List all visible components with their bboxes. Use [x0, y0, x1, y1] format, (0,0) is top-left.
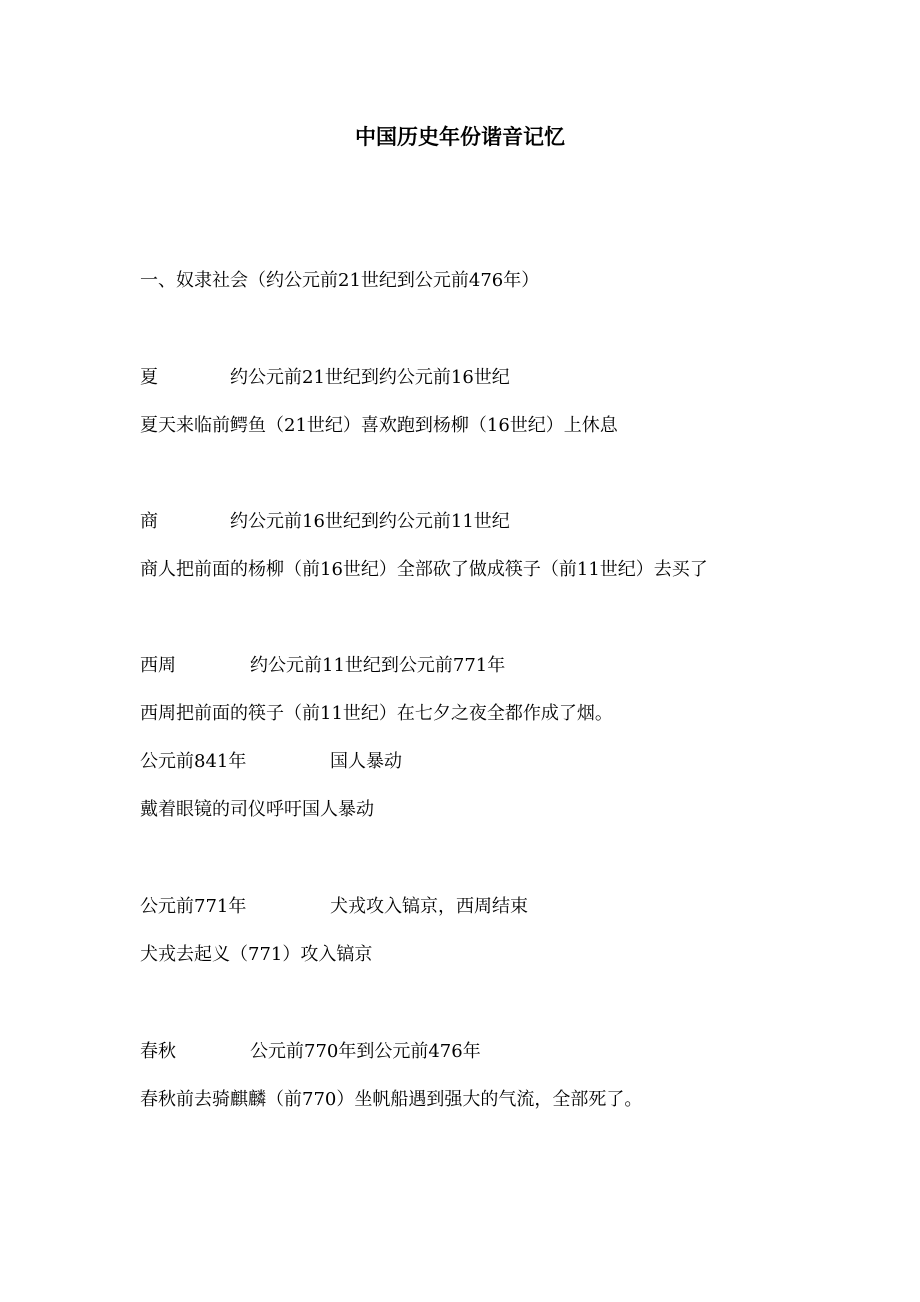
entry-period: 国人暴动 — [330, 751, 402, 772]
entry-period: 约公元前21世纪到约公元前16世纪 — [230, 367, 510, 388]
entry-mnemonic: 戴着眼镜的司仪呼吁国人暴动 — [140, 799, 374, 820]
entry-header-chunqiu — [140, 1039, 481, 1065]
entry-mnemonic: 商人把前面的杨柳（前16世纪）全部砍了做成筷子（前11世纪）去买了 — [140, 559, 708, 580]
entry-header-841 — [140, 749, 402, 775]
entry-name: 西周 — [140, 655, 176, 676]
entry-mnemonic: 西周把前面的筷子（前11世纪）在七夕之夜全都作成了烟。 — [140, 703, 613, 724]
entry-period: 约公元前11世纪到公元前771年 — [250, 655, 506, 676]
entry-period: 公元前770年到公元前476年 — [250, 1041, 481, 1062]
entry-header-shang — [140, 509, 510, 535]
entry-header-xia — [140, 365, 510, 391]
section-heading: 一、奴隶社会（约公元前21世纪到公元前476年） — [140, 270, 540, 291]
entry-name: 商 — [140, 511, 158, 532]
entry-header-771 — [140, 894, 528, 920]
entry-header-xizhou — [140, 653, 506, 679]
entry-name: 公元前771年 — [140, 896, 247, 917]
entry-mnemonic: 夏天来临前鳄鱼（21世纪）喜欢跑到杨柳（16世纪）上休息 — [140, 415, 618, 436]
entry-mnemonic: 春秋前去骑麒麟（前770）坐帆船遇到强大的气流，全部死了。 — [140, 1089, 643, 1110]
entry-period: 约公元前16世纪到约公元前11世纪 — [230, 511, 510, 532]
entry-name: 公元前841年 — [140, 751, 247, 772]
page-title: 中国历史年份谐音记忆 — [355, 124, 565, 149]
entry-period: 犬戎攻入镐京，西周结束 — [330, 896, 528, 917]
entry-name: 夏 — [140, 367, 158, 388]
entry-mnemonic: 犬戎去起义（771）攻入镐京 — [140, 944, 373, 965]
entry-name: 春秋 — [140, 1041, 176, 1062]
